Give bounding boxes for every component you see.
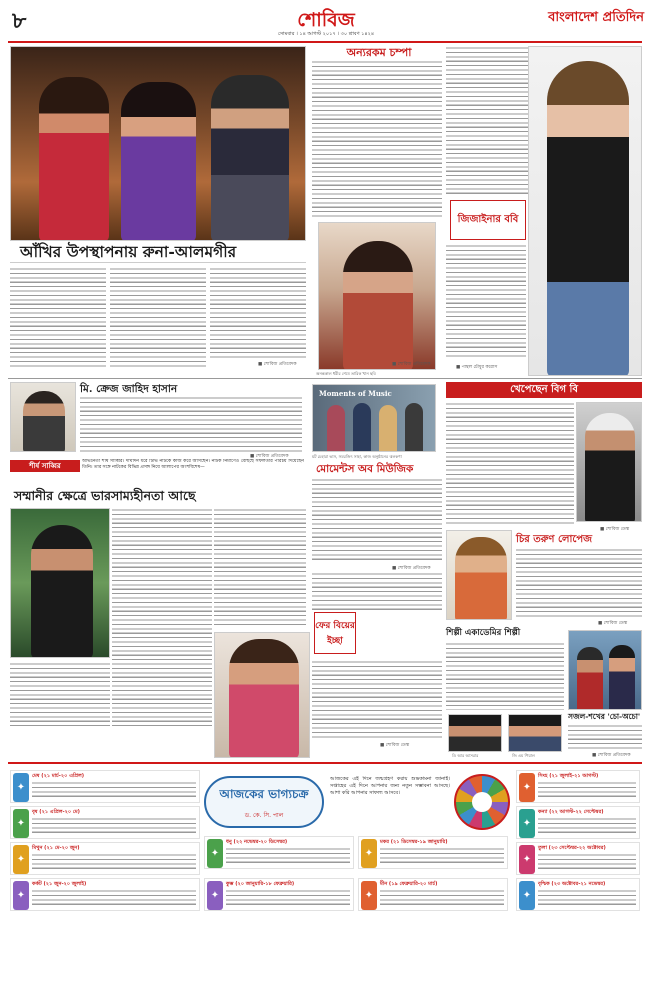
cholo-figure-1 xyxy=(577,647,603,710)
horoscope-intro: আজকের এই দিনে জন্মগ্রহণ করায় শুভকামনা জানাই। সপ্তাহের এই দিনে আপনার জন্য নতুন সম্ভাবনা আসছে। আশা করি আপনার সাফল্য আসবে। xyxy=(330,776,450,796)
zodiac-sign-text xyxy=(32,853,196,872)
zahid-figure xyxy=(23,391,65,452)
sabbir-headline: শীর্ষ সাব্বির xyxy=(10,460,80,472)
zodiac-sign-text xyxy=(538,853,636,872)
moments-body xyxy=(312,478,442,562)
zodiac-cell-11 xyxy=(358,878,508,911)
zodiac-sign-text xyxy=(226,847,350,866)
zodiac-sign-label: বৃশ্চিক (২৩ অক্টোবর-২১ নভেম্বর) xyxy=(538,881,606,887)
singer-right-photo xyxy=(508,714,562,752)
zodiac-cell-2 xyxy=(10,842,200,875)
moments-figure-4 xyxy=(405,403,423,452)
lopez-credit: ■ শোবিজ ডেস্ক xyxy=(598,621,628,626)
lead-body-col-3 xyxy=(210,267,306,359)
champa-caption: অনন্তকাল ধরীর শেষে তারিক খান ছবি xyxy=(316,371,376,376)
champa-photo xyxy=(318,222,436,370)
bipasha-photo xyxy=(214,632,310,758)
zodiac-sign-icon: ✦ xyxy=(13,773,29,802)
moments-figure-3 xyxy=(379,405,397,452)
lopez-figure xyxy=(455,537,507,620)
zodiac-sign-icon: ✦ xyxy=(519,773,535,802)
person-figure-center xyxy=(121,82,196,241)
champa-credit: ■ শোবিজ প্রতিবেদক xyxy=(392,362,431,367)
lopez-photo xyxy=(446,530,512,620)
zodiac-sign-text xyxy=(226,889,350,908)
horoscope-title: আজকের ভাগ্যচক্র xyxy=(219,787,309,801)
zodiac-sign-icon: ✦ xyxy=(13,881,29,910)
zodiac-cell-4 xyxy=(516,770,640,803)
bigb-figure xyxy=(585,413,635,522)
horoscope-title-box xyxy=(204,776,324,828)
zodiac-sign-icon: ✦ xyxy=(361,881,377,910)
moments-figure-2 xyxy=(353,403,371,452)
zodiac-sign-label: মীন (১৯ ফেব্রুয়ারি-২০ মার্চ) xyxy=(380,881,438,887)
zodiac-cell-7 xyxy=(516,878,640,911)
sabbir-subhead: সম্মানীর ক্ষেত্রে ভারসাম্যহীনতা আছে xyxy=(14,488,196,503)
zodiac-sign-label: কুম্ভ (২০ জানুয়ারি-১৮ ফেব্রুয়ারি) xyxy=(226,881,295,887)
zodiac-cell-8 xyxy=(204,836,354,869)
sabbir-intro: অভিনেতা শীর্ষ সাব্বির। দীর্ঘদিন ধরে টিভি নাটকে কাজ করে আসছেন। নাটক নির্মাণেও বেছিছে সফলতার পরিচয় দিয়েছেন তিনি। তার সঙ্গে নাটকের বিভিন্ন প্রসঙ্গ নিয়ে আলাপের অংশবিশেষ— xyxy=(82,459,304,471)
person-figure-right xyxy=(211,75,289,241)
bipasha-figure xyxy=(229,639,299,758)
lead-photo xyxy=(10,46,306,241)
zodiac-cell-0 xyxy=(10,770,200,803)
moments-caption: মট চেহারা ভাস, সমরজিৎ সাহা, কাজ অনুষ্ঠানের ঝলকণা xyxy=(312,454,402,459)
zodiac-sign-label: তুলা (২৩ সেপ্টেম্বর-২২ অক্টোবর) xyxy=(538,845,606,851)
sabbir-figure xyxy=(31,525,93,658)
zodiac-cell-10 xyxy=(204,878,354,911)
sabbir-body-col-1 xyxy=(112,508,212,728)
zodiac-cell-5 xyxy=(516,806,640,839)
date-line: সোমবার । ১৪ আগস্ট ২০১৭ । ৩০ শ্রাবণ ১৪২৪ xyxy=(277,31,375,37)
bipasha-headline: ফের বিয়ের ইচ্ছা xyxy=(314,612,356,654)
cholo-credit: ■ শোবিজ প্রতিবেদক xyxy=(592,753,631,758)
singer-left-photo xyxy=(448,714,502,752)
bobby-figure xyxy=(547,61,629,376)
person-figure-left xyxy=(39,77,109,241)
bigb-body xyxy=(446,402,574,524)
zodiac-sign-text xyxy=(538,781,636,800)
singer-left-caption: ডি আর আসরার xyxy=(452,753,479,758)
cholo-photo xyxy=(568,630,642,710)
zodiac-sign-icon: ✦ xyxy=(207,881,223,910)
cholo-figure-2 xyxy=(609,645,635,710)
bobby-body xyxy=(446,244,526,360)
zodiac-sign-text xyxy=(32,781,196,800)
champa-figure xyxy=(343,241,413,370)
zodiac-sign-text xyxy=(380,889,504,908)
zodiac-sign-icon: ✦ xyxy=(13,845,29,874)
horoscope-section xyxy=(8,762,642,980)
newspaper-logo: বাংলাদেশ প্রতিদিন xyxy=(548,10,644,25)
lopez-headline: চির তরুণ লোপেজ xyxy=(516,534,593,545)
bigb-headline: খেপেছেন বিগ বি xyxy=(446,382,642,398)
moments-photo-text: Moments of Music xyxy=(319,389,392,398)
sabbir-photo xyxy=(10,508,110,658)
moments-credit: ■ শোবিজ প্রতিবেদক xyxy=(392,566,431,571)
zodiac-sign-icon: ✦ xyxy=(361,839,377,868)
moments-headline: মোমেন্টস অব মিউজিক xyxy=(316,463,414,475)
zahid-headline: মি. ক্রেজ জাহিদ হাসান xyxy=(80,383,178,395)
zodiac-sign-icon: ✦ xyxy=(207,839,223,868)
zodiac-sign-label: কর্কট (২১ জুন-২০ জুলাই) xyxy=(32,881,87,887)
zodiac-cell-1 xyxy=(10,806,200,839)
bobby-photo xyxy=(528,46,642,376)
lopez-body xyxy=(516,548,642,618)
page-number: ৮ xyxy=(12,9,27,34)
zodiac-sign-label: ধনু (২২ নভেম্বর-২০ ডিসেম্বর) xyxy=(226,839,288,845)
singers-body xyxy=(446,642,564,710)
champa-body xyxy=(312,60,442,220)
moments-figure-1 xyxy=(327,405,345,452)
bipasha-body xyxy=(312,660,442,740)
zodiac-sign-label: মেষ (২১ মার্চ-২০ এপ্রিল) xyxy=(32,773,85,779)
zodiac-sign-text xyxy=(380,847,504,866)
zahid-photo xyxy=(10,382,76,452)
horoscope-author: ড. কে. সি. পাল xyxy=(244,812,284,819)
zahid-credit: ■ শোবিজ প্রতিবেদক xyxy=(250,454,289,459)
bigb-credit: ■ শোবিজ ডেস্ক xyxy=(600,527,630,532)
zodiac-sign-label: মিথুন (২১ মে-২০ জুন) xyxy=(32,845,80,851)
zodiac-wheel xyxy=(454,774,510,830)
zodiac-sign-text xyxy=(538,889,636,908)
lead-body-col-1 xyxy=(10,267,106,367)
zodiac-sign-text xyxy=(32,817,196,836)
lead-body-col-2 xyxy=(110,267,206,367)
singer-right-caption: জি এম পিয়াল xyxy=(512,753,535,758)
champa-headline: অন্যরকম চম্পা xyxy=(346,46,412,59)
zahid-body xyxy=(80,396,302,452)
zodiac-sign-text xyxy=(32,889,196,908)
bipasha-credit: ■ শোবিজ ডেস্ক xyxy=(380,743,410,748)
header-rule xyxy=(8,41,642,43)
lead-credit: ■ শোবিজ প্রতিবেদক xyxy=(258,362,297,367)
zodiac-sign-icon: ✦ xyxy=(13,809,29,838)
zodiac-sign-icon: ✦ xyxy=(519,845,535,874)
lead-headline-rule xyxy=(10,262,306,263)
zodiac-sign-icon: ✦ xyxy=(519,809,535,838)
zodiac-cell-6 xyxy=(516,842,640,875)
bipasha-body-top xyxy=(312,572,442,612)
sabbir-body-col-0 xyxy=(10,662,110,728)
sabbir-body-col-2 xyxy=(214,508,306,628)
zodiac-wheel-center xyxy=(472,792,492,812)
moments-photo xyxy=(312,384,436,452)
zodiac-sign-label: সিংহ (২১ জুলাই-২১ আগস্ট) xyxy=(538,773,599,779)
zodiac-sign-icon: ✦ xyxy=(519,881,535,910)
cholo-body xyxy=(568,724,642,750)
bigb-photo xyxy=(576,402,642,522)
section-title: শোবিজ xyxy=(297,9,355,31)
zodiac-sign-label: বৃষ (২১ এপ্রিল-২০ মে) xyxy=(32,809,80,815)
zodiac-sign-label: মকর (২১ ডিসেম্বর-১৯ জানুয়ারি) xyxy=(380,839,448,845)
zodiac-sign-label: কন্যা (২২ আগস্ট-২২ সেপ্টেম্বর) xyxy=(538,809,604,815)
bobby-credit: ■ পান্থল চৌধুর করোস xyxy=(456,365,498,370)
section-divider xyxy=(8,378,642,379)
zodiac-cell-3 xyxy=(10,878,200,911)
bobby-headline: জিজাইনার ববি xyxy=(450,200,526,240)
cholo-headline: সজল-শখের 'চো-অচো' xyxy=(568,712,641,721)
lead-headline: আঁখির উপস্থাপনায় রুনা-আলমগীর xyxy=(20,242,237,261)
zodiac-cell-9 xyxy=(358,836,508,869)
singers-headline: শিল্পী একাডেমির শিল্পী xyxy=(446,628,521,638)
zodiac-sign-text xyxy=(538,817,636,836)
